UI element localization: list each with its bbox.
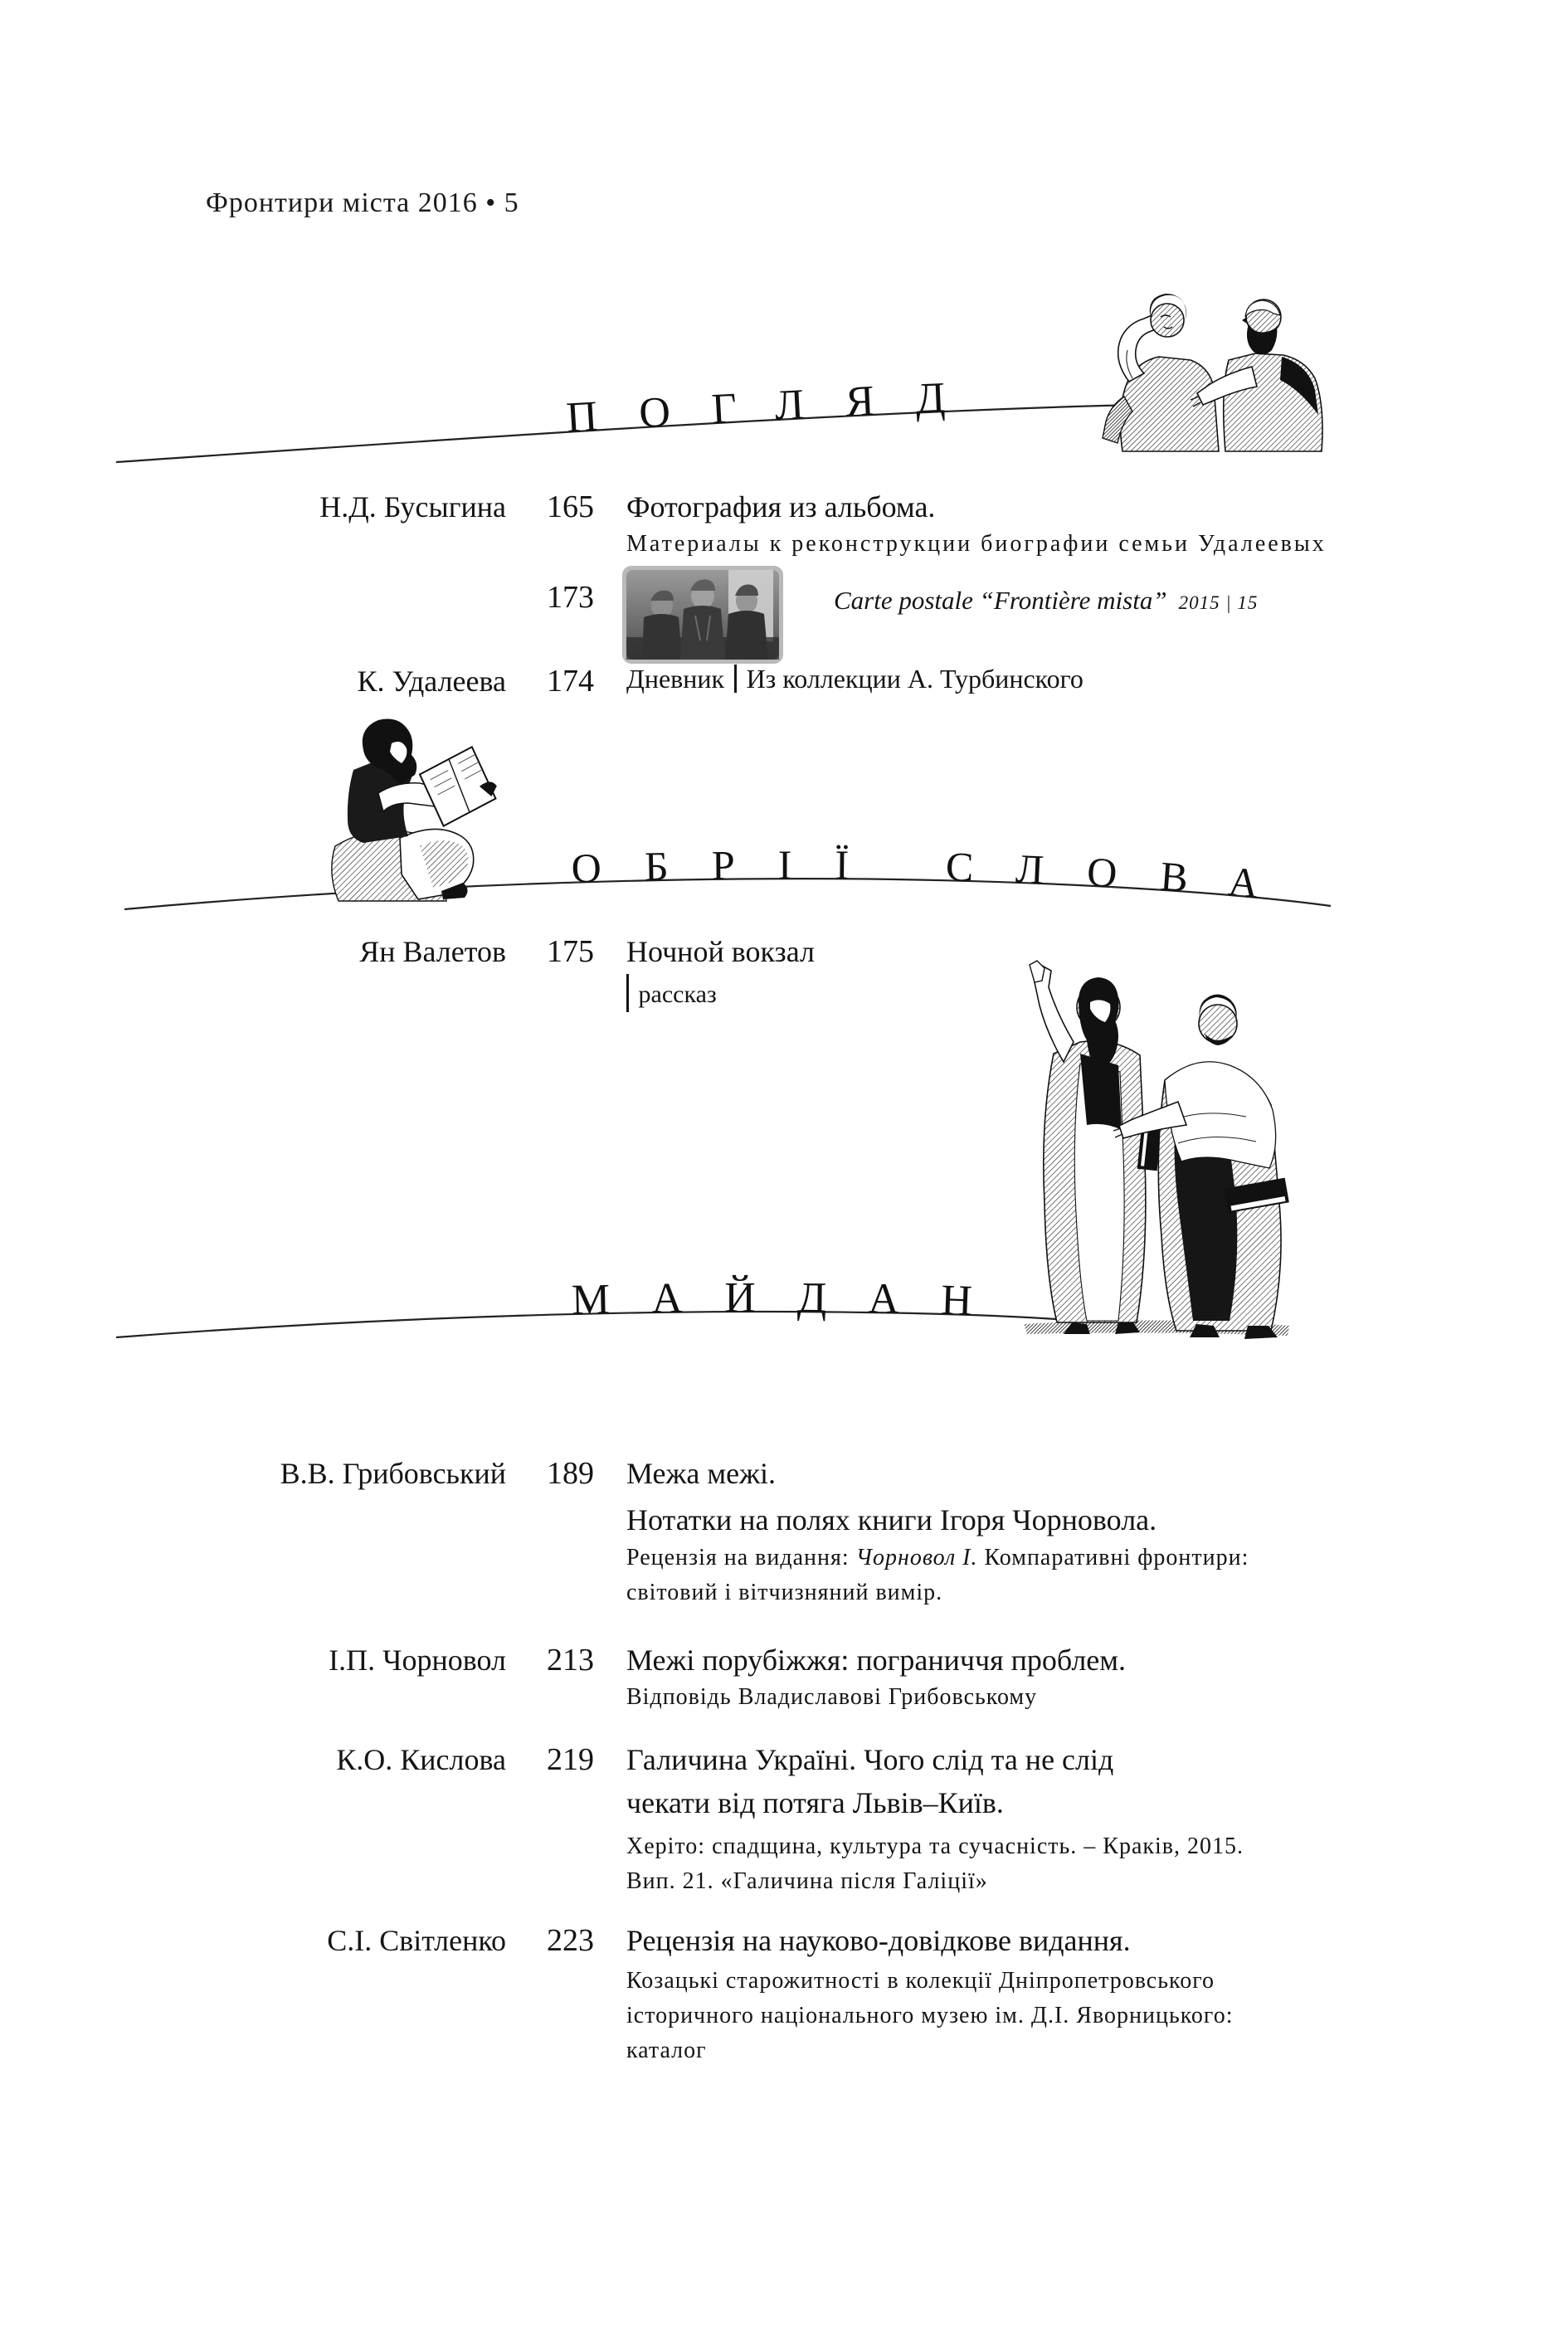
entry-caption	[834, 586, 1258, 616]
entry-genre	[626, 974, 717, 1012]
caption-issue: 2015 | 15	[1178, 592, 1259, 613]
entry-title-line: Галичина Україні. Чого слід та не слід	[626, 1743, 1114, 1776]
seated-man-reading-illustration	[320, 712, 499, 904]
section-title-poglyad: ПОГЛЯД	[565, 372, 988, 442]
entry-title: Межі порубіжжя: пограниччя проблем.	[626, 1643, 1127, 1677]
entry-note: Вип. 21. «Галичина після Галіції»	[626, 1868, 988, 1894]
caption-text: Carte postale “Frontière mista”	[834, 586, 1167, 615]
entry-page-number: 223	[547, 1923, 594, 1958]
entry-subtitle: Материалы к реконструкции биографии семьи Удалеевых	[626, 531, 1327, 557]
entry-page-number: 174	[547, 664, 594, 699]
entry-title	[626, 664, 1083, 694]
title-rest: Из коллекции А. Турбинского	[746, 664, 1083, 694]
entry-note: Херіто: спадщина, культура та сучасність. – Краків, 2015.	[626, 1833, 1244, 1859]
entry-author: І.П. Чорновол	[329, 1643, 506, 1677]
entry-title-line: Нотатки на полях книги Ігоря Чорновола.	[626, 1503, 1157, 1536]
entry-note: історичного національного музею ім. Д.І. Яворницького:	[626, 2003, 1234, 2028]
entry-page-number: 189	[547, 1456, 594, 1491]
page-header: Фронтири міста 2016 • 5	[206, 187, 519, 218]
entry-page-number: 175	[547, 934, 594, 969]
entry-title: Ночной вокзал	[626, 935, 815, 968]
entry-title-line: Межа межі.	[626, 1457, 776, 1490]
plato-and-aristotle-illustration	[956, 954, 1312, 1340]
note-italic: Чорновол І.	[855, 1545, 978, 1570]
vertical-divider	[626, 974, 629, 1012]
genre-label: рассказ	[638, 981, 717, 1008]
entry-author: С.І. Світленко	[327, 1924, 506, 1957]
entry-author: Ян Валетов	[359, 935, 506, 968]
entry-page-number: 173	[547, 580, 594, 615]
note-prefix: Рецензія на видання:	[626, 1545, 856, 1570]
entry-author: Н.Д. Бусыгина	[319, 490, 506, 523]
entry-author: К. Удалеева	[357, 665, 506, 698]
entry-note: Відповідь Владиславові Грибовському	[626, 1684, 1038, 1710]
entry-note	[626, 1545, 1249, 1571]
two-philosophers-conversing-illustration	[1074, 280, 1332, 459]
rule-line-obrii	[124, 879, 1331, 909]
note-suffix: Компаративні фронтири:	[977, 1545, 1249, 1570]
entry-page-number: 213	[547, 1643, 594, 1678]
group-photo-three-soldiers-thumbnail	[622, 566, 783, 664]
entry-author: К.О. Кислова	[336, 1743, 506, 1776]
entry-note: каталог	[626, 2038, 707, 2063]
vertical-divider	[734, 665, 737, 693]
entry-title: Рецензія на науково-довідкове видання.	[626, 1924, 1131, 1957]
entry-page-number: 219	[547, 1742, 594, 1777]
entry-title: Фотография из альбома.	[626, 490, 936, 523]
entry-page-number: 165	[547, 489, 594, 524]
rule-line-maidan	[116, 1312, 1100, 1337]
entry-title-line: чекати від потяга Львів–Київ.	[626, 1786, 1004, 1819]
section-title-maidan: МАЙДАН	[571, 1273, 1015, 1327]
entry-note: Козацькі старожитності в колекції Дніпропетровського	[626, 1968, 1215, 1994]
rule-line-poglyad	[116, 405, 1135, 462]
entry-note: світовий і вітчизняний вимір.	[626, 1580, 943, 1605]
title-main: Дневник	[626, 664, 725, 694]
entry-author: В.В. Грибовський	[280, 1457, 506, 1490]
section-title-obrii-slova: ОБРІЇ СЛОВА	[570, 841, 1304, 912]
